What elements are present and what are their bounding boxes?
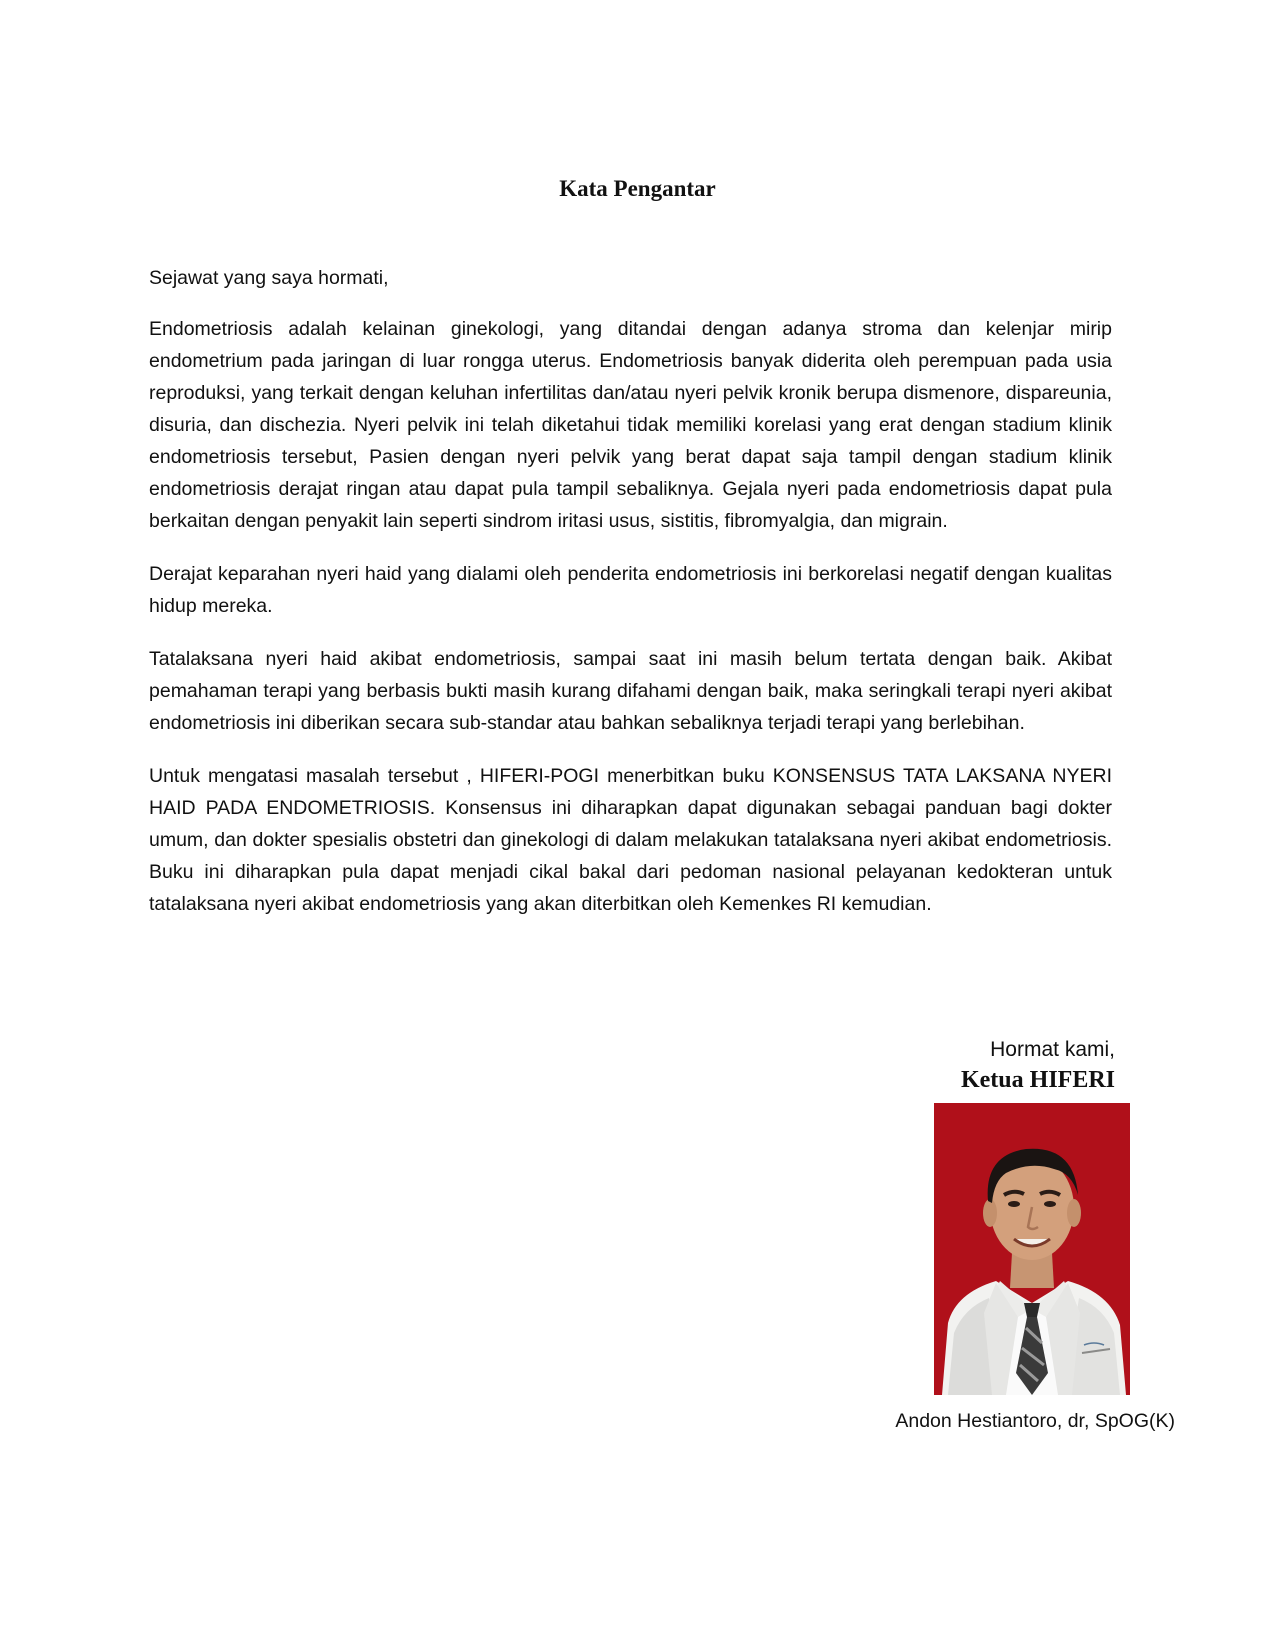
closing-text: Hormat kami, xyxy=(990,1038,1115,1061)
signatory-portrait xyxy=(934,1103,1130,1395)
paragraph-1: Endometriosis adalah kelainan ginekologi, yang ditandai dengan adanya stroma dan kelenjar mirip endometrium pada jaringan di luar rongga uterus. Endometriosis banyak diderita oleh perempuan pada usia reproduksi, yang terkait dengan keluhan infertilitas dan/atau nyeri pelvik kronik berupa dismenore, dispareunia, disuria, dan dischezia. Nyeri pelvik ini telah diketahui tidak memiliki korelasi yang erat dengan stadium klinik endometriosis tersebut, Pasien dengan nyeri pelvik yang berat dapat saja tampil dengan stadium klinik endometriosis derajat ringan atau dapat pula tampil sebaliknya. Gejala nyeri pada endometriosis dapat pula berkaitan dengan penyakit lain seperti sindrom iritasi usus, sistitis, fibromyalgia, dan migrain. xyxy=(149,318,1112,532)
salutation: Sejawat yang saya hormati, xyxy=(149,267,389,289)
paragraph-2: Derajat keparahan nyeri haid yang dialami oleh penderita endometriosis ini berkorelasi negatif dengan kualitas hidup mereka. xyxy=(149,563,1112,617)
signatory-position: Ketua HIFERI xyxy=(960,1067,1115,1093)
paragraph-3: Tatalaksana nyeri haid akibat endometriosis, sampai saat ini masih belum tertata dengan baik. Akibat pemahaman terapi yang berbasis bukti masih kurang difahami dengan baik, maka seringkali terapi nyeri akibat endometriosis ini diberikan secara sub-standar atau bahkan sebaliknya terjadi terapi yang berlebihan. xyxy=(149,648,1112,734)
signatory-name: Andon Hestiantoro, dr, SpOG(K) xyxy=(895,1410,1175,1432)
page-title: Kata Pengantar xyxy=(559,176,716,201)
letter-body xyxy=(149,262,1112,941)
paragraph-4: Untuk mengatasi masalah tersebut , HIFERI-POGI menerbitkan buku KONSENSUS TATA LAKSANA NYERI HAID PADA ENDOMETRIOSIS. Konsensus ini diharapkan dapat digunakan sebagai panduan bagi dokter umum, dan dokter spesialis obstetri dan ginekologi di dalam melakukan tatalaksana nyeri akibat endometriosis. Buku ini diharapkan pula dapat menjadi cikal bakal dari pedoman nasional pelayanan kedokteran untuk tatalaksana nyeri akibat endometriosis yang akan diterbitkan oleh Kemenkes RI kemudian. xyxy=(149,765,1112,915)
